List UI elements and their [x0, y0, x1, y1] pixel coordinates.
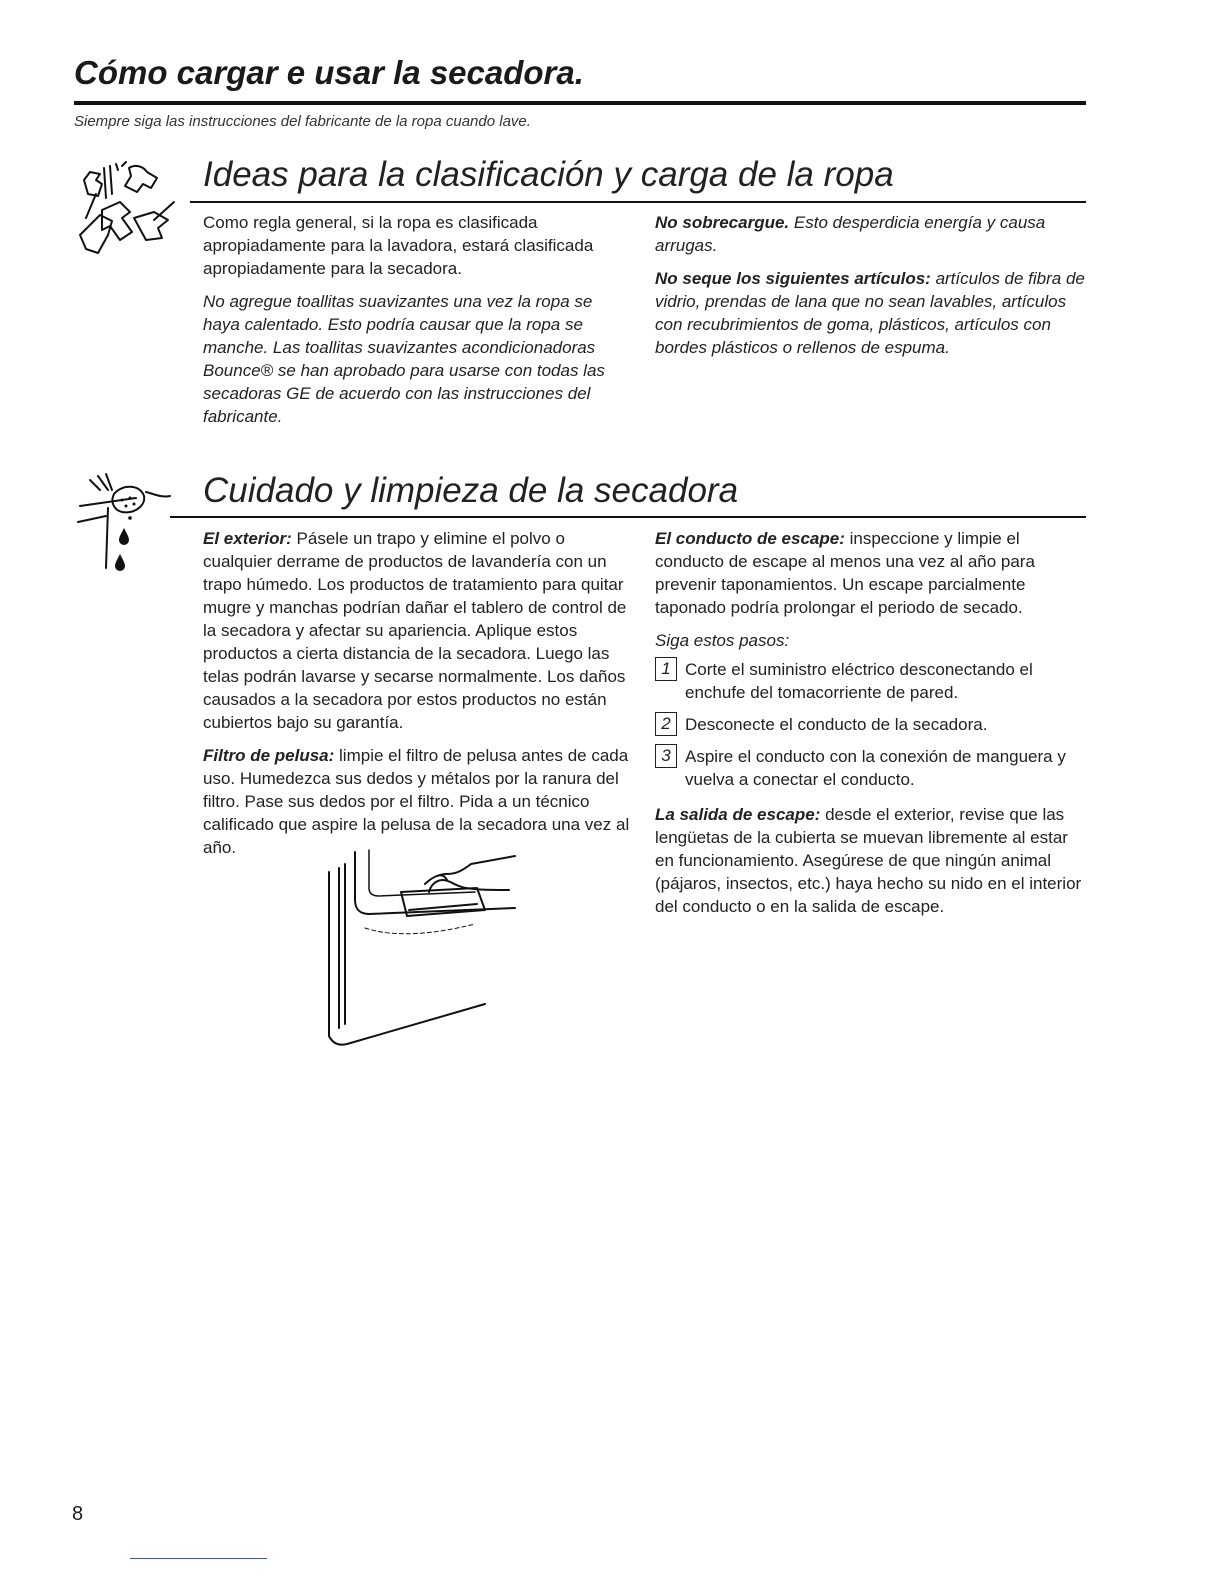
lint-filter-illustration: [325, 848, 530, 1048]
step-text: Aspire el conducto con la conexión de manguera y vuelva a conectar el conducto.: [685, 747, 1066, 789]
section-title-care: Cuidado y limpieza de la secadora: [203, 471, 739, 510]
section-rule: [170, 516, 1086, 518]
cleaning-sponge-icon: [76, 468, 176, 573]
care-right-column: [655, 527, 1085, 928]
step-number: 3: [655, 744, 677, 768]
title-rule: [74, 101, 1086, 105]
do-not-dry-text: artículos de fibra de vidrio, prendas de lana que no sean lavables, artículos con recubrimientos de goma, plásticos, artículos con bordes plásticos o rellenos de espuma.: [655, 269, 1085, 357]
do-not-dry-note: [655, 267, 1085, 359]
step-item: [655, 658, 1085, 704]
step-text: Corte el suministro eléctrico desconectando el enchufe del tomacorriente de pared.: [685, 660, 1033, 702]
step-item: [655, 745, 1085, 791]
do-not-dry-label: No seque los siguientes artículos:: [655, 269, 931, 288]
steps-intro: Siga estos pasos:: [655, 631, 790, 650]
overload-label: No sobrecargue.: [655, 213, 790, 232]
exterior-label: El exterior:: [203, 529, 292, 548]
sorting-paragraph: Como regla general, si la ropa es clasificada apropiadamente para la lavadora, estará clasificada apropiadamente para la secadora.: [203, 213, 594, 278]
softener-note: No agregue toallitas suavizantes una vez la ropa se haya calentado. Esto podría causar que la ropa se manche. Las toallitas suavizantes acondicionadoras Bounce® se han aprobado para usarse con todas las secadoras GE de acuerdo con las instrucciones del fabricante.: [203, 292, 605, 426]
overload-note: [655, 211, 1085, 257]
sorting-right-column: [655, 211, 1085, 369]
step-text: Desconecte el conducto de la secadora.: [685, 715, 988, 734]
care-left-column: [203, 527, 633, 869]
lint-filter-label: Filtro de pelusa:: [203, 746, 335, 765]
exhaust-duct-label: El conducto de escape:: [655, 529, 845, 548]
page-number: 8: [72, 1503, 84, 1525]
clothes-icon: [74, 160, 189, 275]
step-number: 1: [655, 657, 677, 681]
step-number: 2: [655, 712, 677, 736]
section-rule: [190, 201, 1086, 203]
exhaust-duct-text: inspeccione y limpie el conducto de escape al menos una vez al año para prevenir taponamientos. Un escape parcialmente taponado podría prolongar el periodo de secado.: [655, 529, 1035, 617]
page-subtitle: Siempre siga las instrucciones del fabricante de la ropa cuando lave.: [74, 113, 531, 130]
exterior-text: Pásele un trapo y elimine el polvo o cualquier derrame de productos de lavandería con un trapo húmedo. Los productos de tratamiento para quitar mugre y manchas podrían dañar el tablero de control de la secadora y afectar su apariencia. Aplique estos productos a cierta distancia de la secadora. Luego las telas podrán lavarse y secarse normalmente. Los daños causados a la secadora por estos productos no están cubiertos bajo su garantía.: [203, 529, 627, 732]
page-title: Cómo cargar e usar la secadora.: [74, 54, 584, 91]
exhaust-outlet-text: desde el exterior, revise que las lengüetas de la cubierta se muevan libremente al estar en funcionamiento. Asegúrese de que ningún animal (pájaros, insectos, etc.) haya hecho su nido en el interior del conducto o en la salida de escape.: [655, 805, 1082, 916]
exhaust-outlet-label: La salida de escape:: [655, 805, 821, 824]
exterior-paragraph: [203, 527, 633, 734]
step-item: [655, 713, 1085, 736]
exhaust-outlet-paragraph: [655, 803, 1085, 918]
footer-line: [130, 1558, 267, 1559]
exhaust-duct-paragraph: [655, 527, 1085, 619]
section-title-sorting: Ideas para la clasificación y carga de la ropa: [203, 155, 894, 194]
lint-filter-text: limpie el filtro de pelusa antes de cada uso. Humedezca sus dedos y métalos por la ranura del filtro. Pase sus dedos por el filtro. Pida a un técnico calificado que aspire la pelusa de la secadora una vez al año.: [203, 746, 630, 857]
overload-text: Esto desperdicia energía y causa arrugas.: [655, 213, 1046, 255]
sorting-left-column: [203, 211, 633, 438]
lint-filter-paragraph: [203, 744, 633, 859]
